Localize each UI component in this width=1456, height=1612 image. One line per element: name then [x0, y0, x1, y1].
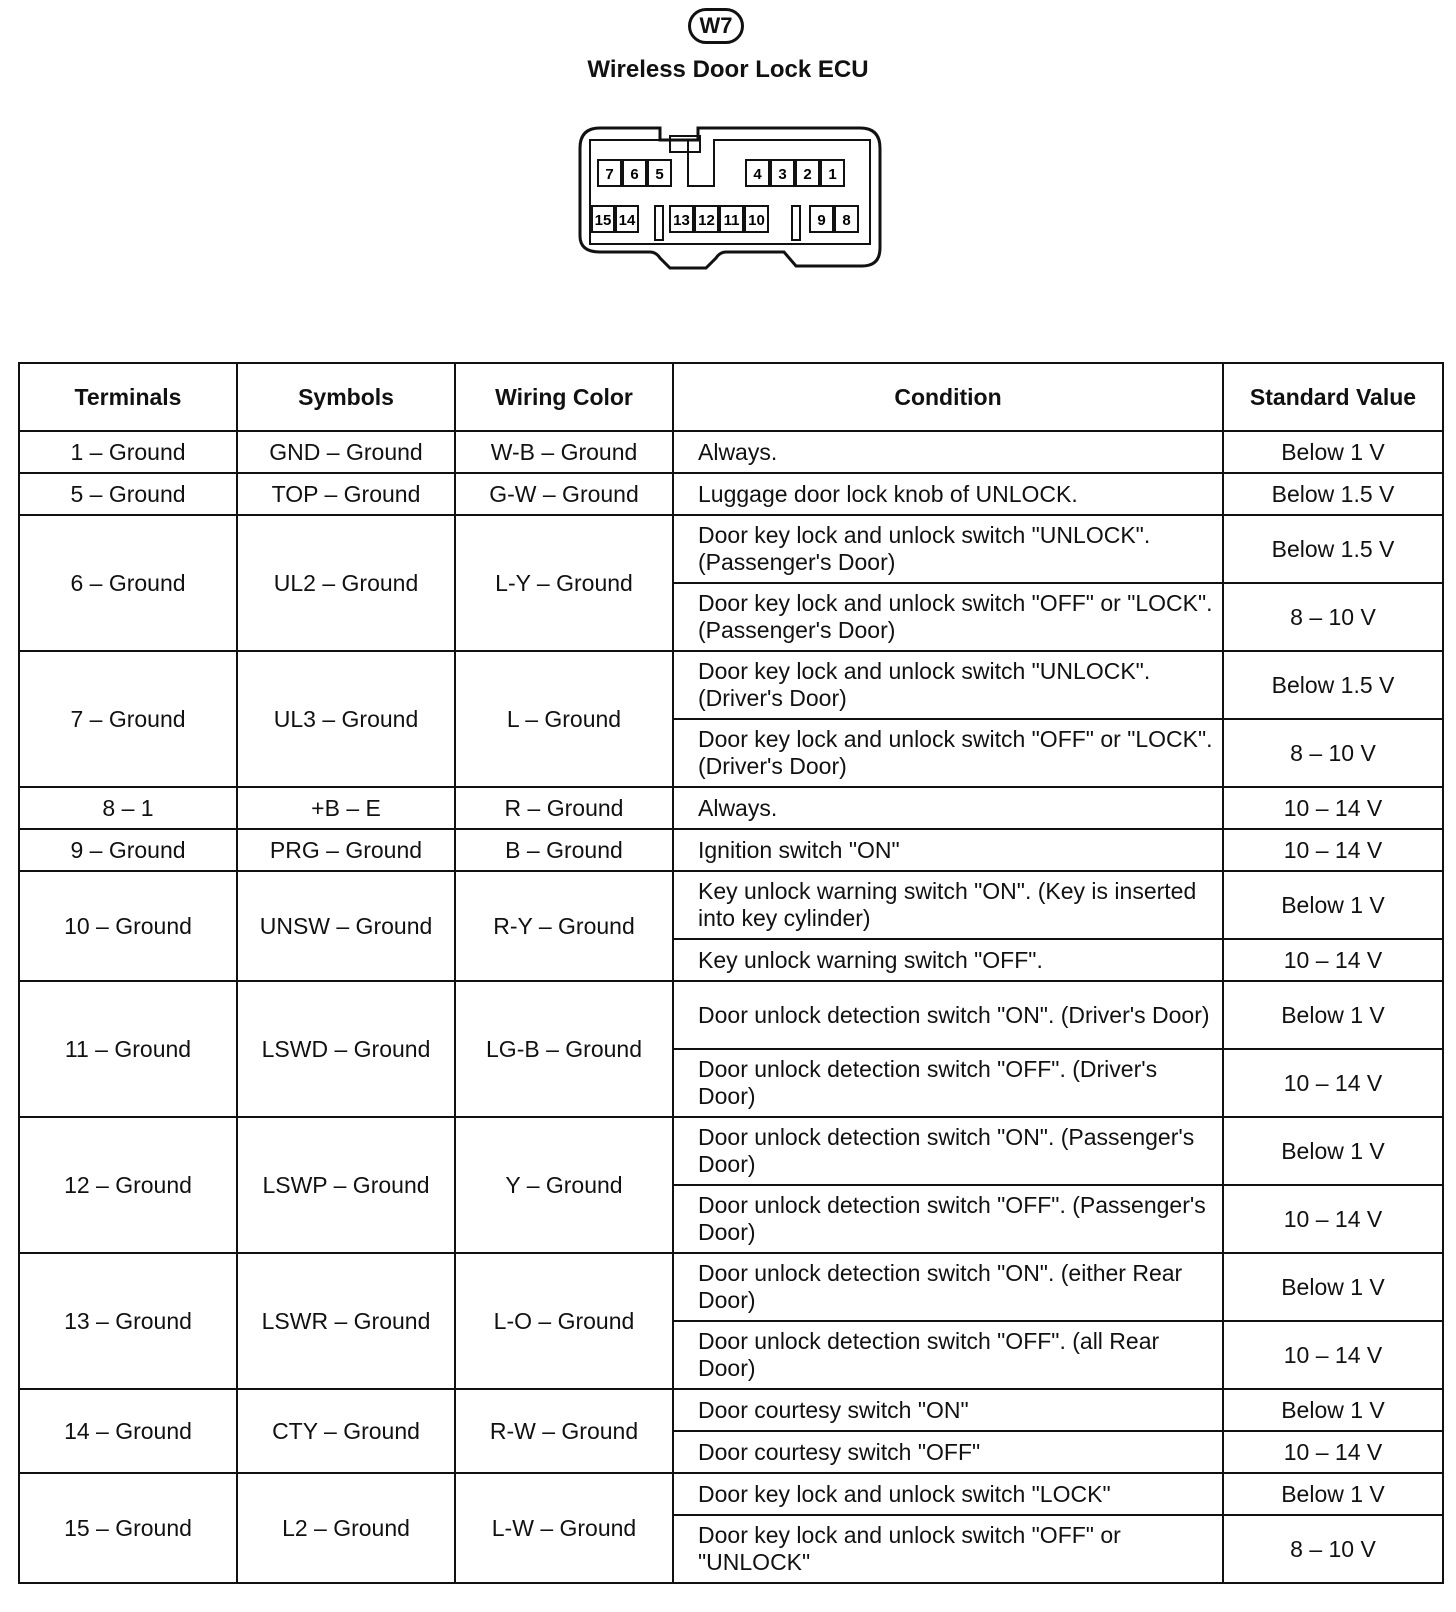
- table-row: [19, 981, 1443, 1049]
- terminal-cell: 5 – Ground: [19, 473, 237, 515]
- wiring-color-cell: L-O – Ground: [455, 1253, 673, 1389]
- condition-cell: Door key lock and unlock switch "UNLOCK". (Passenger's Door): [673, 515, 1223, 583]
- terminal-cell: 15 – Ground: [19, 1473, 237, 1583]
- connector-pin-number: 15: [594, 212, 612, 229]
- symbol-cell: TOP – Ground: [237, 473, 455, 515]
- terminal-spec-table: [18, 362, 1444, 1584]
- symbol-cell: LSWR – Ground: [237, 1253, 455, 1389]
- header-condition: Condition: [673, 363, 1223, 431]
- table-row: [19, 515, 1443, 583]
- symbol-cell: UNSW – Ground: [237, 871, 455, 981]
- wiring-color-cell: R – Ground: [455, 787, 673, 829]
- standard-value-cell: Below 1.5 V: [1223, 473, 1443, 515]
- condition-cell: Key unlock warning switch "ON". (Key is inserted into key cylinder): [673, 871, 1223, 939]
- symbol-cell: L2 – Ground: [237, 1473, 455, 1583]
- standard-value-cell: Below 1.5 V: [1223, 515, 1443, 583]
- condition-cell: Door unlock detection switch "OFF". (all Rear Door): [673, 1321, 1223, 1389]
- condition-cell: Door unlock detection switch "ON". (Passenger's Door): [673, 1117, 1223, 1185]
- condition-cell: Key unlock warning switch "OFF".: [673, 939, 1223, 981]
- table-row: [19, 473, 1443, 515]
- connector-pin-number: 14: [618, 212, 636, 229]
- condition-cell: Door unlock detection switch "OFF". (Driver's Door): [673, 1049, 1223, 1117]
- connector-pin-number: 10: [748, 212, 765, 229]
- terminal-cell: 10 – Ground: [19, 871, 237, 981]
- terminal-cell: 14 – Ground: [19, 1389, 237, 1473]
- standard-value-cell: 10 – 14 V: [1223, 939, 1443, 981]
- wiring-color-cell: L – Ground: [455, 651, 673, 787]
- standard-value-cell: Below 1 V: [1223, 1473, 1443, 1515]
- condition-cell: Door unlock detection switch "ON". (Driver's Door): [673, 981, 1223, 1049]
- standard-value-cell: Below 1 V: [1223, 1117, 1443, 1185]
- header-standard-value: Standard Value: [1223, 363, 1443, 431]
- symbol-cell: GND – Ground: [237, 431, 455, 473]
- connector-pin-number: 13: [673, 212, 690, 229]
- wiring-color-cell: R-Y – Ground: [455, 871, 673, 981]
- connector-pin-number: 9: [817, 212, 826, 229]
- connector-pin-number: 12: [698, 212, 715, 229]
- connector-pin-number: 1: [828, 166, 837, 183]
- table-row: [19, 787, 1443, 829]
- standard-value-cell: 10 – 14 V: [1223, 1431, 1443, 1473]
- wiring-color-cell: R-W – Ground: [455, 1389, 673, 1473]
- condition-cell: Always.: [673, 787, 1223, 829]
- connector-pin-number: 11: [723, 212, 740, 229]
- terminal-cell: 7 – Ground: [19, 651, 237, 787]
- condition-cell: Always.: [673, 431, 1223, 473]
- table-row: [19, 829, 1443, 871]
- symbol-cell: LSWD – Ground: [237, 981, 455, 1117]
- standard-value-cell: 10 – 14 V: [1223, 1185, 1443, 1253]
- standard-value-cell: Below 1 V: [1223, 1389, 1443, 1431]
- standard-value-cell: 10 – 14 V: [1223, 1049, 1443, 1117]
- wiring-color-cell: LG-B – Ground: [455, 981, 673, 1117]
- terminal-cell: 1 – Ground: [19, 431, 237, 473]
- terminal-cell: 8 – 1: [19, 787, 237, 829]
- condition-cell: Door key lock and unlock switch "OFF" or "LOCK". (Passenger's Door): [673, 583, 1223, 651]
- connector-pin-number: 7: [605, 166, 614, 183]
- condition-cell: Door unlock detection switch "OFF". (Passenger's Door): [673, 1185, 1223, 1253]
- wiring-color-cell: Y – Ground: [455, 1117, 673, 1253]
- page-title: Wireless Door Lock ECU: [587, 56, 869, 83]
- table-row: [19, 431, 1443, 473]
- condition-cell: Door courtesy switch "OFF": [673, 1431, 1223, 1473]
- connector-pin-number: 3: [778, 166, 787, 183]
- symbol-cell: UL3 – Ground: [237, 651, 455, 787]
- connector-code-badge: W7: [688, 8, 744, 44]
- symbol-cell: +B – E: [237, 787, 455, 829]
- terminal-cell: 13 – Ground: [19, 1253, 237, 1389]
- table-row: [19, 1389, 1443, 1431]
- wiring-color-cell: B – Ground: [455, 829, 673, 871]
- wiring-color-cell: L-Y – Ground: [455, 515, 673, 651]
- condition-cell: Door key lock and unlock switch "OFF" or "LOCK". (Driver's Door): [673, 719, 1223, 787]
- standard-value-cell: Below 1 V: [1223, 431, 1443, 473]
- condition-cell: Door key lock and unlock switch "LOCK": [673, 1473, 1223, 1515]
- standard-value-cell: Below 1 V: [1223, 1253, 1443, 1321]
- table-row: [19, 651, 1443, 719]
- standard-value-cell: 8 – 10 V: [1223, 1515, 1443, 1583]
- terminal-cell: 12 – Ground: [19, 1117, 237, 1253]
- standard-value-cell: 8 – 10 V: [1223, 583, 1443, 651]
- symbol-cell: LSWP – Ground: [237, 1117, 455, 1253]
- symbol-cell: UL2 – Ground: [237, 515, 455, 651]
- wiring-color-cell: G-W – Ground: [455, 473, 673, 515]
- condition-cell: Door unlock detection switch "ON". (either Rear Door): [673, 1253, 1223, 1321]
- connector-pin-number: 8: [842, 212, 851, 229]
- condition-cell: Luggage door lock knob of UNLOCK.: [673, 473, 1223, 515]
- standard-value-cell: 10 – 14 V: [1223, 787, 1443, 829]
- table-header-row: [19, 363, 1443, 431]
- connector-pin-number: 6: [630, 166, 639, 183]
- condition-cell: Door key lock and unlock switch "UNLOCK". (Driver's Door): [673, 651, 1223, 719]
- standard-value-cell: 8 – 10 V: [1223, 719, 1443, 787]
- header-terminals: Terminals: [19, 363, 237, 431]
- header-wiring-color: Wiring Color: [455, 363, 673, 431]
- connector-diagram: [570, 126, 890, 286]
- standard-value-cell: Below 1 V: [1223, 981, 1443, 1049]
- terminal-cell: 6 – Ground: [19, 515, 237, 651]
- header-symbols: Symbols: [237, 363, 455, 431]
- standard-value-cell: Below 1 V: [1223, 871, 1443, 939]
- standard-value-cell: 10 – 14 V: [1223, 829, 1443, 871]
- connector-pin-number: 2: [803, 166, 812, 183]
- standard-value-cell: Below 1.5 V: [1223, 651, 1443, 719]
- condition-cell: Door key lock and unlock switch "OFF" or "UNLOCK": [673, 1515, 1223, 1583]
- condition-cell: Door courtesy switch "ON": [673, 1389, 1223, 1431]
- connector-pin-number: 4: [753, 166, 762, 183]
- symbol-cell: CTY – Ground: [237, 1389, 455, 1473]
- table-row: [19, 1117, 1443, 1185]
- standard-value-cell: 10 – 14 V: [1223, 1321, 1443, 1389]
- wiring-color-cell: L-W – Ground: [455, 1473, 673, 1583]
- table-row: [19, 1473, 1443, 1515]
- symbol-cell: PRG – Ground: [237, 829, 455, 871]
- terminal-cell: 9 – Ground: [19, 829, 237, 871]
- terminal-cell: 11 – Ground: [19, 981, 237, 1117]
- connector-pin-number: 5: [655, 166, 664, 183]
- condition-cell: Ignition switch "ON": [673, 829, 1223, 871]
- table-row: [19, 1253, 1443, 1321]
- table-row: [19, 871, 1443, 939]
- wiring-color-cell: W-B – Ground: [455, 431, 673, 473]
